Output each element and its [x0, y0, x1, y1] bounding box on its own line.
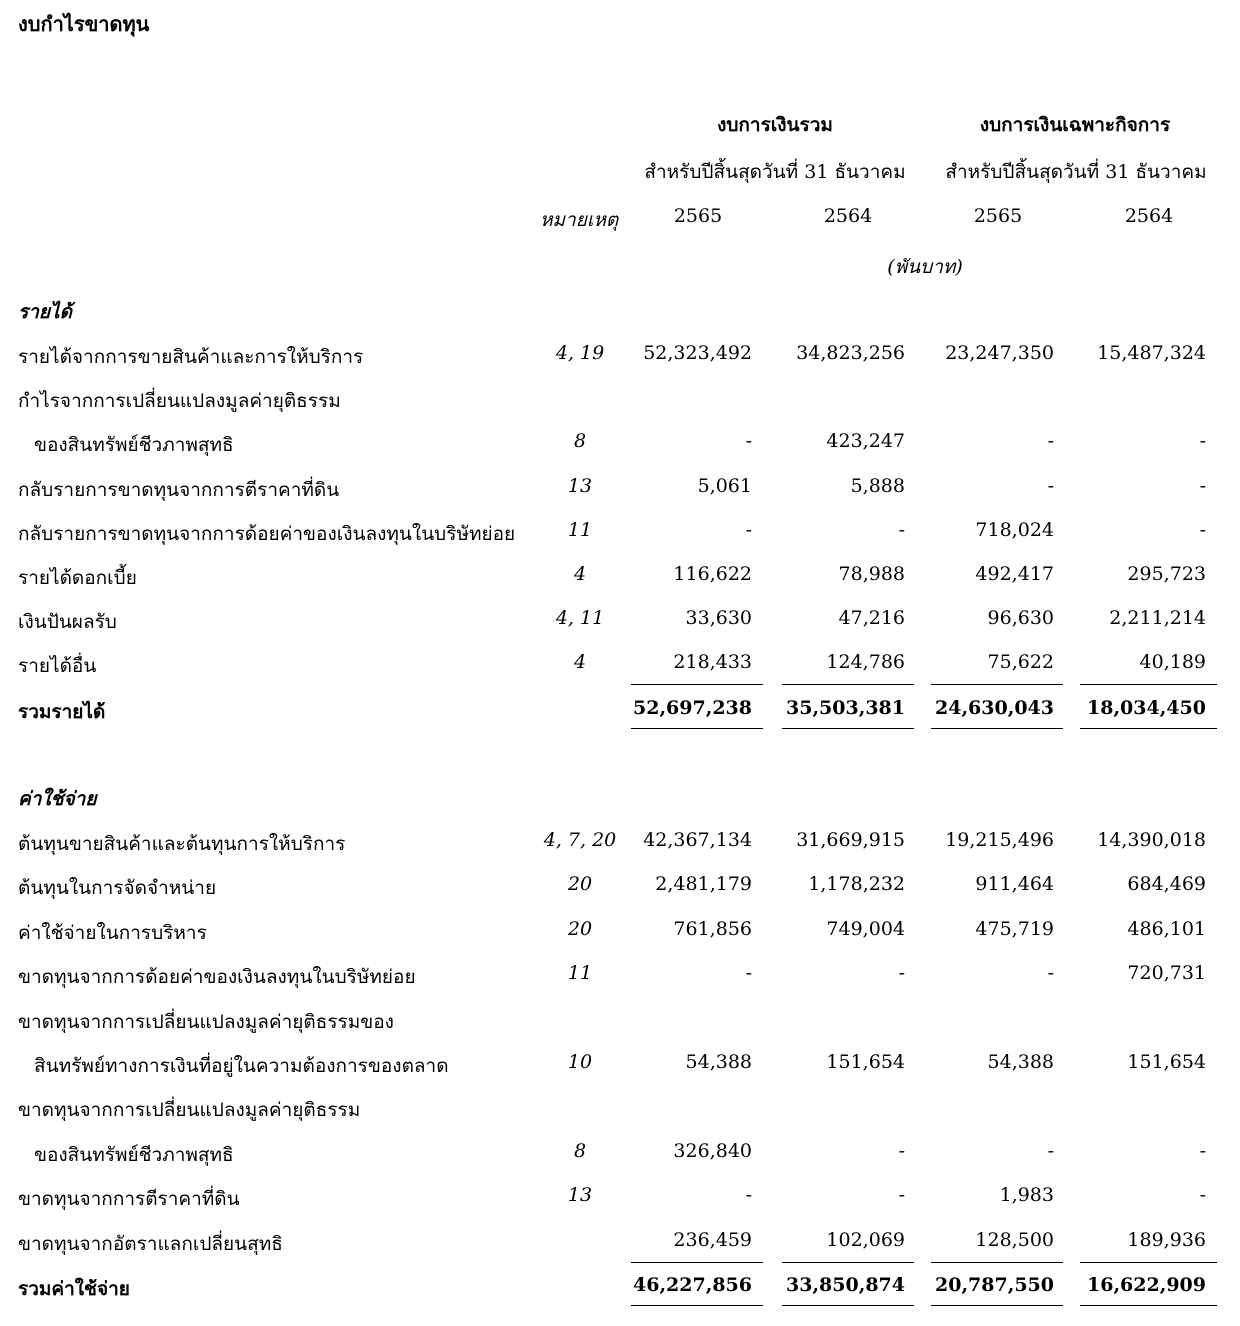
- income-row-label: รายได้จากการขายสินค้าและการให้บริการ: [18, 346, 364, 368]
- expense-row-value-c1: 326,840: [673, 1139, 752, 1162]
- expenses-total-label: รวมค่าใช้จ่าย: [18, 1278, 130, 1300]
- expenses-total-line-c3: [931, 1305, 1063, 1306]
- income-row-value-c4: 2,211,214: [1109, 607, 1206, 630]
- expense-row-value-c4: 189,936: [1127, 1228, 1206, 1251]
- income-row-label: กลับรายการขาดทุนจากการด้อยค่าของเงินลงทุนในบริษัทย่อย: [18, 522, 516, 545]
- expense-row-value-c1: 54,388: [685, 1051, 752, 1073]
- expense-row-value-c3: 475,719: [975, 917, 1054, 940]
- expense-row-label: ต้นทุนขายสินค้าและต้นทุนการให้บริการ: [18, 833, 346, 855]
- income-subtotal-line-c1: [631, 684, 763, 685]
- income-row-label: เงินปันผลรับ: [18, 611, 117, 634]
- expense-row-label: ขาดทุนจากการด้อยค่าของเงินลงทุนในบริษัทย่อย: [18, 966, 416, 989]
- income-total-c3: 24,630,043: [935, 697, 1054, 719]
- income-row-value-c3: 718,024: [975, 518, 1054, 541]
- income-total-line-c4: [1080, 728, 1217, 729]
- income-row-value-c3: 492,417: [975, 563, 1054, 585]
- expenses-total-c3: 20,787,550: [935, 1274, 1054, 1296]
- income-row-value-c2: -: [898, 518, 905, 541]
- expense-row-value-c4: 14,390,018: [1097, 829, 1206, 851]
- header-year-c4: 2564: [1124, 205, 1174, 227]
- expense-row-note: 8: [573, 1139, 587, 1162]
- expense-row-value-c4: 151,654: [1127, 1051, 1206, 1073]
- income-row-value-c4: 295,723: [1127, 563, 1206, 585]
- expenses-title: ค่าใช้จ่าย: [18, 788, 97, 810]
- expense-row: [0, 918, 1240, 948]
- income-row-value-c4: -: [1199, 430, 1206, 453]
- expenses-section-heading: [0, 784, 1240, 814]
- expense-row-note: 20: [567, 917, 593, 940]
- expenses-subtotal-line-c1: [631, 1262, 763, 1263]
- expense-row-value-c4: -: [1199, 1139, 1206, 1162]
- expense-row-value-c3: 1,983: [999, 1184, 1054, 1207]
- income-row: [0, 563, 1240, 593]
- expense-row-note: 4, 7, 20: [543, 829, 617, 851]
- expense-row: [0, 1051, 1240, 1081]
- expenses-subtotal-line-c4: [1080, 1262, 1217, 1263]
- income-row-value-c3: 75,622: [987, 651, 1054, 674]
- income-row-note: 4, 19: [555, 342, 605, 364]
- income-row-note: 4: [573, 563, 587, 585]
- expense-row-value-c1: 761,856: [673, 917, 752, 940]
- income-row-value-c2: 5,888: [850, 474, 905, 497]
- income-row: [0, 342, 1240, 372]
- income-row-value-c2: 423,247: [826, 430, 905, 453]
- expense-row: [0, 1095, 1240, 1125]
- expense-row-value-c3: 19,215,496: [945, 829, 1054, 851]
- expense-row-value-c2: -: [898, 1184, 905, 1207]
- expense-row-value-c3: 128,500: [975, 1228, 1054, 1251]
- expenses-total-line-c4: [1080, 1305, 1217, 1306]
- income-row-label: รายได้อื่น: [18, 655, 97, 678]
- expense-row: [0, 873, 1240, 903]
- expense-row-value-c1: -: [745, 1184, 752, 1207]
- income-row-value-c2: 34,823,256: [796, 342, 905, 364]
- income-total-c1: 52,697,238: [633, 697, 752, 719]
- expense-row-note: 11: [567, 962, 593, 985]
- expense-row-value-c2: -: [898, 1139, 905, 1162]
- income-row-value-c1: 33,630: [685, 607, 752, 630]
- income-row-value-c1: 218,433: [673, 651, 752, 674]
- income-subtotal-line-c2: [782, 684, 914, 685]
- income-row: [0, 386, 1240, 416]
- expense-row-label: ของสินทรัพย์ชีวภาพสุทธิ: [34, 1143, 234, 1166]
- income-row-value-c4: -: [1199, 518, 1206, 541]
- income-row-note: 11: [567, 518, 593, 541]
- income-row-value-c1: -: [745, 430, 752, 453]
- expense-row-note: 13: [567, 1184, 593, 1207]
- income-row-value-c3: -: [1047, 474, 1054, 497]
- income-row: [0, 475, 1240, 505]
- header-year-c3: 2565: [973, 205, 1023, 227]
- expense-row-value-c4: -: [1199, 1184, 1206, 1207]
- income-total-line-c2: [782, 728, 914, 729]
- income-row-value-c1: 52,323,492: [643, 342, 752, 364]
- expense-row-value-c3: -: [1047, 1139, 1054, 1162]
- income-row-value-c2: 47,216: [838, 607, 905, 630]
- expense-row: [0, 1229, 1240, 1259]
- income-total-row: [0, 697, 1240, 727]
- expense-row: [0, 1007, 1240, 1037]
- income-subtotal-line-c4: [1080, 684, 1217, 685]
- expense-row: [0, 962, 1240, 992]
- header-year-c2: 2564: [823, 205, 873, 227]
- income-row-value-c1: -: [745, 518, 752, 541]
- expense-row-label: ค่าใช้จ่ายในการบริหาร: [18, 921, 207, 944]
- income-row: [0, 430, 1240, 460]
- income-row-label: ของสินทรัพย์ชีวภาพสุทธิ: [34, 434, 234, 457]
- expense-row: [0, 829, 1240, 859]
- income-row-value-c4: 15,487,324: [1097, 342, 1206, 364]
- header-separate: งบการเงินเฉพาะกิจการ: [979, 114, 1171, 136]
- income-total-c4: 18,034,450: [1087, 697, 1206, 719]
- expense-row-label: ต้นทุนในการจัดจำหน่าย: [18, 877, 217, 900]
- expenses-total-line-c1: [631, 1305, 763, 1306]
- income-row-value-c2: 124,786: [826, 651, 905, 674]
- expense-row-value-c1: 236,459: [673, 1228, 752, 1251]
- income-row-note: 4: [573, 651, 587, 674]
- income-row-value-c2: 78,988: [838, 563, 905, 585]
- income-row-value-c1: 116,622: [673, 563, 752, 585]
- expense-row-value-c4: 486,101: [1127, 917, 1206, 940]
- income-row: [0, 651, 1240, 681]
- expense-row-value-c1: 2,481,179: [655, 873, 752, 896]
- expense-row-value-c3: -: [1047, 962, 1054, 985]
- income-row-value-c3: 96,630: [987, 607, 1054, 630]
- expense-row: [0, 1184, 1240, 1214]
- income-row-label: กลับรายการขาดทุนจากการตีราคาที่ดิน: [18, 478, 340, 501]
- expense-row-value-c1: -: [745, 962, 752, 985]
- header-period-consolidated: สำหรับปีสิ้นสุดวันที่ 31 ธันวาคม: [644, 161, 906, 183]
- expense-row-value-c3: 54,388: [987, 1051, 1054, 1073]
- income-row-label: กำไรจากการเปลี่ยนแปลงมูลค่ายุติธรรม: [18, 390, 341, 413]
- expenses-subtotal-line-c2: [782, 1262, 914, 1263]
- expense-row-note: 20: [567, 873, 593, 896]
- page-title: งบกำไรขาดทุน: [18, 12, 150, 36]
- expenses-total-c4: 16,622,909: [1087, 1274, 1206, 1296]
- income-row-value-c4: 40,189: [1139, 651, 1206, 674]
- expense-row: [0, 1140, 1240, 1170]
- expense-row-label: ขาดทุนจากการเปลี่ยนแปลงมูลค่ายุติธรรมของ: [18, 1010, 394, 1033]
- expense-row-note: 10: [567, 1051, 593, 1073]
- expense-row-label: สินทรัพย์ทางการเงินที่อยู่ในความต้องการของตลาด: [34, 1055, 449, 1077]
- income-row-note: 13: [567, 474, 593, 497]
- expense-row-label: ขาดทุนจากอัตราแลกเปลี่ยนสุทธิ: [18, 1232, 283, 1255]
- header-consolidated: งบการเงินรวม: [717, 114, 833, 136]
- expenses-total-c1: 46,227,856: [633, 1274, 752, 1296]
- expense-row-label: ขาดทุนจากการตีราคาที่ดิน: [18, 1188, 240, 1211]
- income-subtotal-line-c3: [931, 684, 1063, 685]
- income-total-c2: 35,503,381: [786, 697, 905, 719]
- expenses-subtotal-line-c3: [931, 1262, 1063, 1263]
- income-row-value-c3: 23,247,350: [945, 342, 1054, 364]
- expense-row-label: ขาดทุนจากการเปลี่ยนแปลงมูลค่ายุติธรรม: [18, 1099, 361, 1122]
- income-row-value-c4: -: [1199, 474, 1206, 497]
- income-total-line-c3: [931, 728, 1063, 729]
- expense-row-value-c2: 1,178,232: [808, 873, 905, 896]
- expense-row-value-c2: -: [898, 962, 905, 985]
- expense-row-value-c4: 684,469: [1127, 873, 1206, 896]
- expense-row-value-c2: 31,669,915: [796, 829, 905, 851]
- expense-row-value-c3: 911,464: [975, 873, 1054, 896]
- expense-row-value-c4: 720,731: [1127, 962, 1206, 985]
- expenses-total-line-c2: [782, 1305, 914, 1306]
- expenses-total-c2: 33,850,874: [786, 1274, 905, 1296]
- expense-row-value-c1: 42,367,134: [643, 829, 752, 851]
- header-period-separate: สำหรับปีสิ้นสุดวันที่ 31 ธันวาคม: [945, 161, 1207, 183]
- income-row-note: 8: [573, 430, 587, 453]
- expenses-total-row: [0, 1274, 1240, 1304]
- income-row-value-c3: -: [1047, 430, 1054, 453]
- income-row-label: รายได้ดอกเบี้ย: [18, 567, 137, 589]
- expense-row-value-c2: 151,654: [826, 1051, 905, 1073]
- expense-row-value-c2: 749,004: [826, 917, 905, 940]
- income-total-label: รวมรายได้: [18, 701, 106, 723]
- income-row-value-c1: 5,061: [697, 474, 752, 497]
- income-row: [0, 607, 1240, 637]
- header-note: หมายเหตุ: [540, 209, 619, 231]
- income-total-line-c1: [631, 728, 763, 729]
- expense-row-value-c2: 102,069: [826, 1228, 905, 1251]
- income-section-heading: [0, 297, 1240, 327]
- income-row-note: 4, 11: [555, 607, 605, 630]
- income-title: รายได้: [18, 301, 72, 323]
- header-year-c1: 2565: [673, 205, 723, 227]
- header-unit: (พันบาท): [887, 256, 963, 278]
- income-row: [0, 519, 1240, 549]
